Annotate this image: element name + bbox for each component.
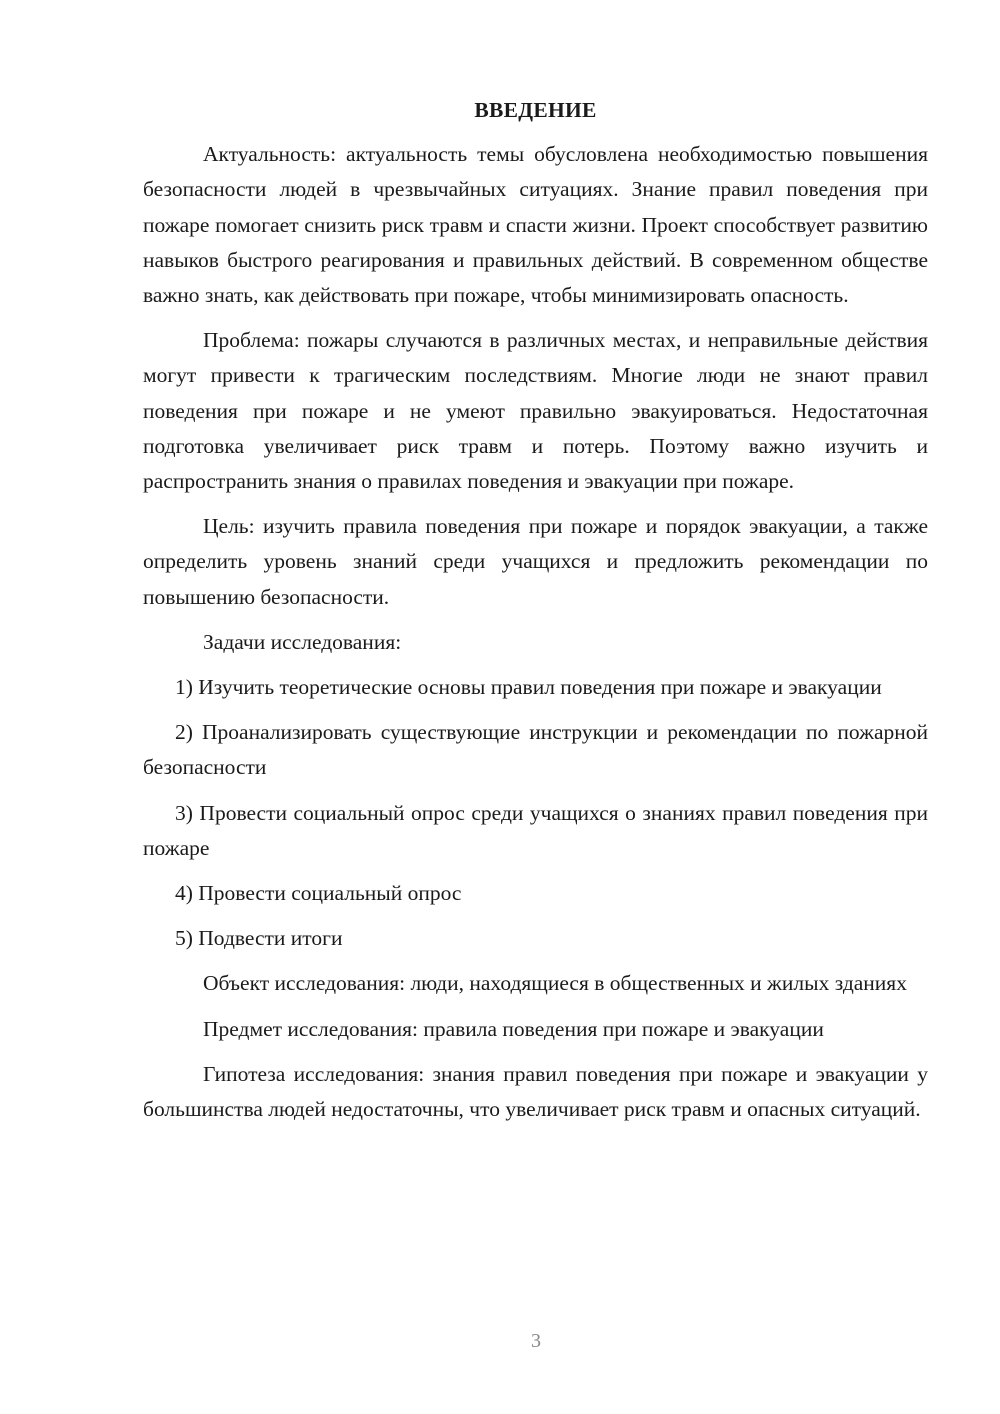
paragraph-object: Объект исследования: люди, находящиеся в общественных и жилых зданиях: [203, 971, 907, 996]
paragraph-problem: Проблема: пожары случаются в различных местах, и неправильные действия могут привести к трагическим последствиям. Многие люди не знают правил поведения при пожаре и не умеют правильно эвакуироваться. Недостаточная подготовка увеличивает риск травм и потерь. Поэтому важно изучить и распространить знания о правилах поведения и эвакуации при пожаре.: [143, 328, 928, 494]
list-item: 1) Изучить теоретические основы правил поведения при пожаре и эвакуации: [175, 675, 882, 700]
list-item: 4) Провести социальный опрос: [175, 881, 462, 906]
tasks-list: [143, 670, 928, 956]
list-item: 3) Провести социальный опрос среди учащихся о знаниях правил поведения при пожаре: [143, 800, 928, 860]
page-number: 3: [531, 1330, 541, 1352]
list-item: 5) Подвести итоги: [175, 926, 343, 951]
section-title: ВВЕДЕНИЕ: [474, 98, 597, 122]
paragraph-goal: Цель: изучить правила поведения при пожаре и порядок эвакуации, а также определить уровень знаний среди учащихся и предложить рекомендации по повышению безопасности.: [143, 514, 928, 609]
page-content: [143, 93, 928, 1137]
list-item: 2) Проанализировать существующие инструкции и рекомендации по пожарной безопасности: [143, 720, 928, 780]
paragraph-relevance: Актуальность: актуальность темы обусловлена необходимостью повышения безопасности людей в чрезвычайных ситуациях. Знание правил поведения при пожаре помогает снизить риск травм и спасти жизни. Проект способствует развитию навыков быстрого реагирования и правильных действий. В современном обществе важно знать, как действовать при пожаре, чтобы минимизировать опасность.: [143, 142, 928, 308]
paragraph-subject: Предмет исследования: правила поведения при пожаре и эвакуации: [203, 1016, 824, 1041]
paragraph-tasks-heading: Задачи исследования:: [203, 629, 402, 654]
paragraph-hypothesis: Гипотеза исследования: знания правил поведения при пожаре и эвакуации у большинства людей недостаточны, что увеличивает риск травм и опасных ситуаций.: [143, 1061, 928, 1122]
